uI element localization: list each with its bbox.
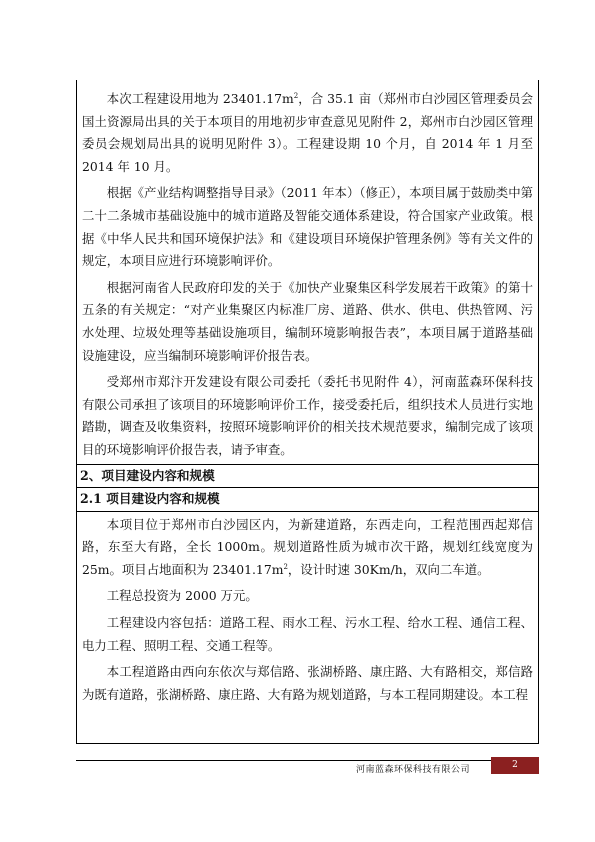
subsection-heading: 2.1 项目建设内容和规模 (77, 488, 538, 512)
superscript: 2 (293, 91, 299, 100)
paragraph-commission: 受郑州市郑汴开发建设有限公司委托（委托书见附件 4），河南蓝森环保科技有限公司承担了该项目的环境影响评价工作，接受委托后，组织技术人员进行实地踏勘，调查及收集资料，按照环境影响评价的相关技术规范要求，编制完成了该项目的环境影响评价报告表，请予审查。 (82, 374, 533, 457)
paragraph-investment: 工程总投资为 2000 万元。 (106, 588, 258, 604)
footer-divider (76, 760, 539, 761)
document-body (77, 80, 538, 706)
text-span: ，合 35.1 亩（郑州市白沙园区管理委员会国土资源局出具的关于本项目的用地初步审查意见见附件 2，郑州市白沙园区管理委员会规划局出具的说明见附件 3）。工程建设期 10 个月，自 2014 年 1 月至 2014 年 10 月。 (82, 91, 534, 174)
text-span: 本项目位于郑州市白沙园区内，为新建道路，东西走向，工程范围西起郑信路，东至大有路，全长 1000m。规划道路性质为城市次干路，规划红线宽度为 25m。项目占地面积为 23401.17m (82, 516, 533, 577)
page-number-badge: 2 (491, 757, 539, 774)
paragraph-road-intersections: 本工程道路由西向东依次与郑信路、张湖桥路、康庄路、大有路相交，郑信路为既有道路，张湖桥路、康庄路、大有路为规划道路，与本工程同期建设。本工程 (82, 664, 533, 702)
footer-company-name: 河南蓝森环保科技有限公司 (356, 765, 471, 775)
section-heading: 2、项目建设内容和规模 (77, 464, 538, 489)
text-span: 本次工程建设用地为 23401.17m (106, 91, 294, 106)
content-frame (76, 80, 539, 744)
paragraph-construction-content: 工程建设内容包括：道路工程、雨水工程、污水工程、给水工程、通信工程、电力工程、照明工程、交通工程等。 (82, 615, 533, 653)
paragraph-land-use (82, 88, 533, 178)
paragraph-provincial-policy: 根据河南省人民政府印发的关于《加快产业聚集区科学发展若干政策》的第十五条的有关规定：“对产业集聚区内标准厂房、道路、供水、供电、供热管网、污水处理、垃圾处理等基础设施项目，编制环境影响报告表”，本项目属于道路基础设施建设，应当编制环境影响评价报告表。 (82, 279, 533, 363)
paragraph-project-location (82, 514, 533, 582)
text-span: ，设计时速 30Km/h，双向二车道。 (287, 561, 490, 577)
superscript: 2 (283, 562, 288, 571)
paragraph-industrial-policy: 根据《产业结构调整指导目录》（2011 年本）（修正），本项目属于鼓励类中第二十二条城市基础设施中的城市道路及智能交通体系建设，符合国家产业政策。根据《中华人民共和国环境保护法》和《建设项目环境保护管理条例》等有关文件的规定，本项目应进行环境影响评价。 (82, 185, 533, 269)
